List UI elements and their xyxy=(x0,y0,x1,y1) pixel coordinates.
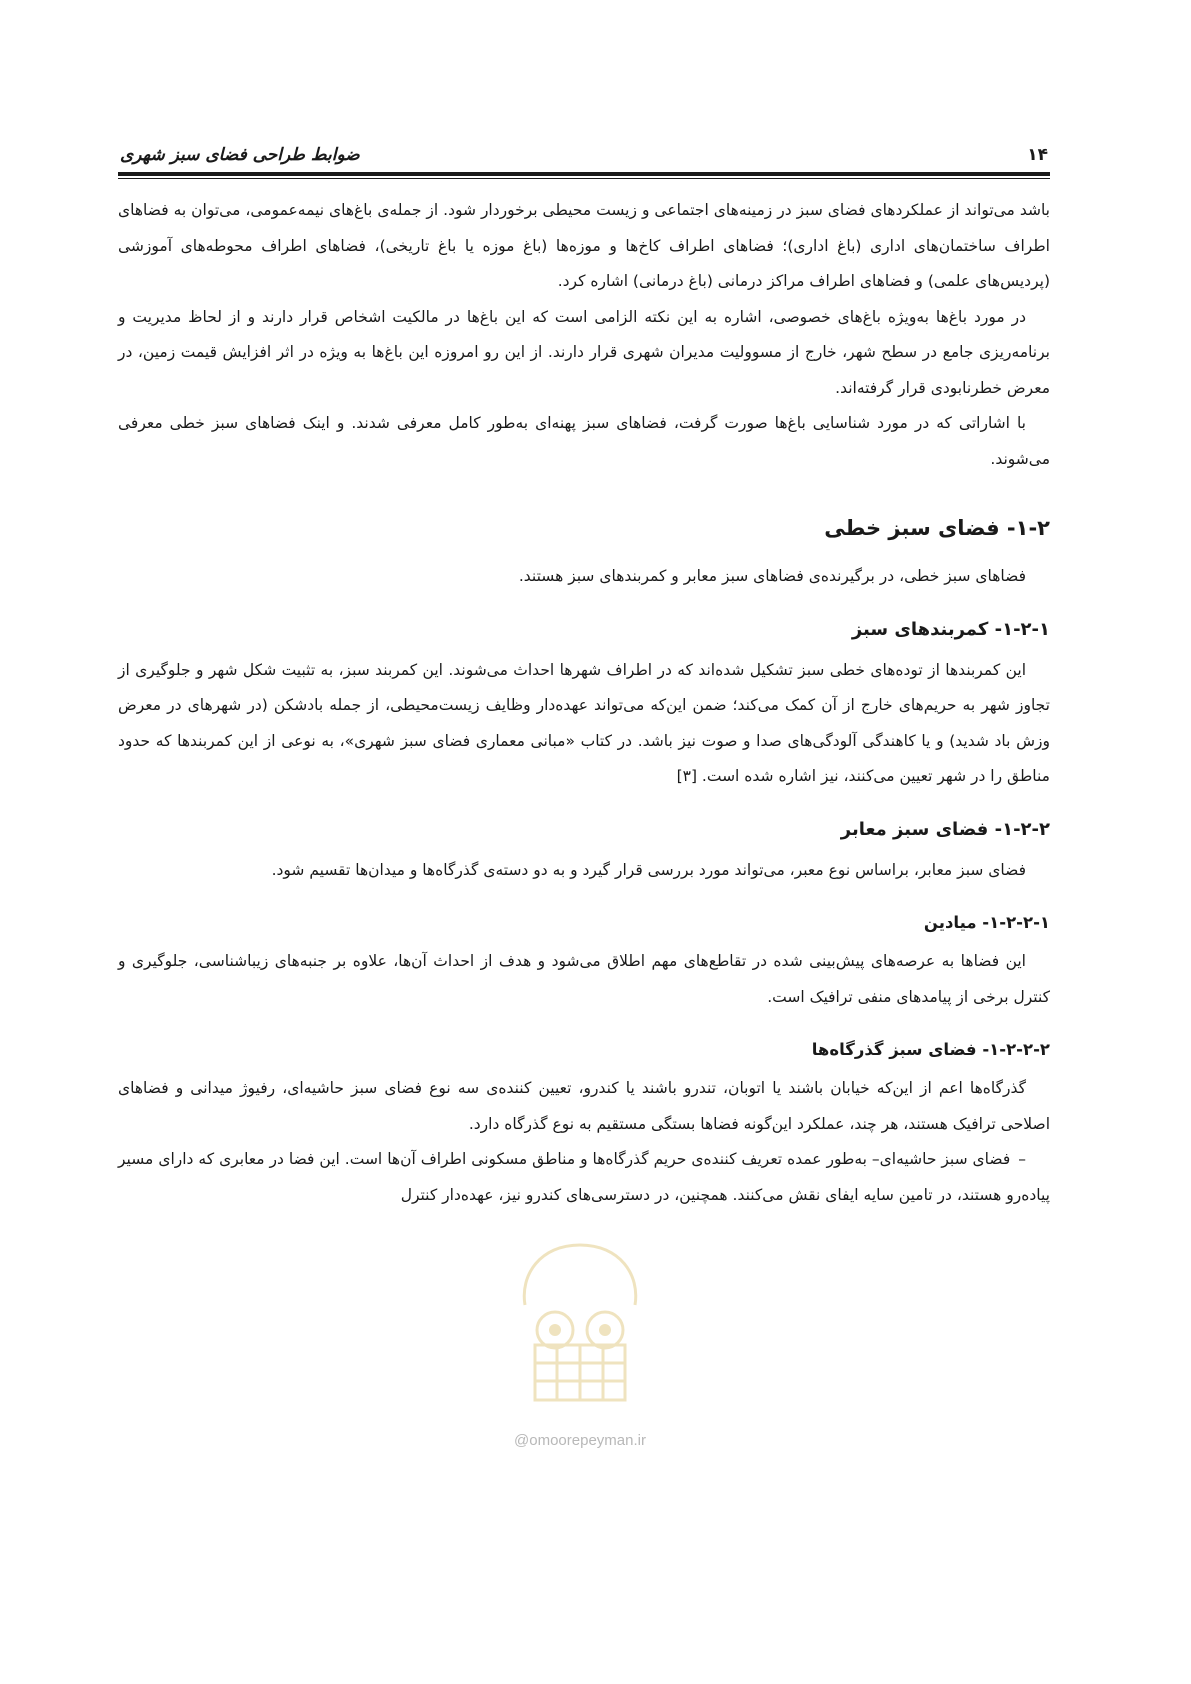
paragraph-4: فضاهای سبز خطی، در برگیرنده‌ی فضاهای سبز معابر و کمربندهای سبز هستند. xyxy=(518,567,1026,585)
running-title: ضوابط طراحی فضای سبز شهری xyxy=(120,145,360,165)
paragraph-8: گذرگاه‌ها اعم از این‌که خیابان باشند یا اتوبان، تندرو باشند یا کندرو، تعیین کننده‌ی سه نوع فضای سبز حاشیه‌ای، رفیوژ میدانی و فضاهای اصلاحی ترافیک هستند، هر چند، عملکرد این‌گونه فضاها بستگی مستقیم به نوع گذرگاه دارد. xyxy=(118,1079,1050,1133)
paragraph-5: این کمربندها از توده‌های خطی سبز تشکیل شده‌اند که در اطراف شهرها احداث می‌شوند. این کمربند سبز، به تثبیت شکل شهر و جلوگیری از تجاوز شهر به حریم‌های خارج از آن کمک می‌کند؛ ضمن این‌که می‌تواند عهده‌دار وظایف زیست‌محیطی، از جمله بادشکن (در شهرهای در معرض وزش باد شدید) و یا کاهندگی آلودگی‌های صدا و صوت نیز باشد. در کتاب «مبانی معماری فضای سبز شهری»، به نوعی از این کمربندها که حدود مناطق را در شهر تعیین می‌کنند، نیز اشاره شده است. [۳] xyxy=(118,660,1050,785)
page-number: ۱۴ xyxy=(1027,145,1048,165)
paragraph-6: فضای سبز معابر، براساس نوع معبر، می‌تواند مورد بررسی قرار گیرد و به دو دسته‌ی گذرگاه‌ها و میدان‌ها تقسیم شود. xyxy=(271,860,1026,879)
header-rule-thin xyxy=(118,178,1050,179)
section-heading-street-green-space: ۱-۲-۲- فضای سبز معابر xyxy=(840,818,1050,840)
paragraph-2: در مورد باغ‌ها به‌ویژه باغ‌های خصوصی، اشاره به این نکته الزامی است که این باغ‌ها در مالکیت اشخاص قرار دارند و از لحاظ مدیریت و برنامه‌ریزی جامع در سطح شهر، خارج از مسوولیت مدیران شهری قرار دارند. از این رو امروزه این باغ‌ها به ویژه در اثر افزایش قیمت زمین، در معرض خطرنابودی قرار گرفته‌اند. xyxy=(118,307,1050,397)
paragraph-3: با اشاراتی که در مورد شناسایی باغ‌ها صورت گرفت، فضاهای سبز پهنه‌ای به‌طور کامل معرفی شدند. و اینک فضاهای سبز خطی معرفی می‌شوند. xyxy=(118,414,1050,468)
bullet-paragraph xyxy=(118,1142,1050,1213)
page-body xyxy=(118,193,1050,1213)
paragraph-1: باشد می‌تواند از عملکردهای فضای سبز در زمینه‌های اجتماعی و زیست محیطی برخوردار شود. از جمله‌ی باغ‌های نیمه‌عمومی، می‌توان به فضاهای اطراف ساختمان‌های اداری (باغ اداری)؛ فضاهای اطراف کاخ‌ها و موزه‌ها (باغ موزه یا باغ تاریخی)، فضاهای اطراف محوطه‌های آموزشی (پردیس‌های علمی) و فضاهای اطراف مراکز درمانی (باغ درمانی) اشاره کرد. xyxy=(118,201,1050,290)
bullet-text: فضای سبز حاشیه‌ای– به‌طور عمده تعریف کننده‌ی حریم گذرگاه‌ها و مناطق مسکونی اطراف آن‌ها است. این فضا در معابری که دارای مسیر پیاده‌رو هستند، در تامین سایه ایفای نقش می‌کنند. همچنین، در دسترسی‌های کندرو نیز، عهده‌دار کنترل xyxy=(118,1150,1050,1204)
section-heading-squares: ۱-۲-۲-۱- میادین xyxy=(923,913,1050,932)
paragraph-7: این فضاها به عرصه‌های پیش‌بینی شده در تقاطع‌های مهم اطلاق می‌شود و هدف از احداث آن‌ها، علاوه بر جنبه‌های زیباشناسی، جلوگیری و کنترل برخی از پیامدهای منفی ترافیک است. xyxy=(118,952,1050,1006)
watermark-text: @omoorepeyman.ir xyxy=(514,1432,646,1449)
page-header xyxy=(118,135,1050,165)
document-page xyxy=(118,135,1050,1213)
section-heading-linear-green-space: ۱-۲- فضای سبز خطی xyxy=(824,516,1050,540)
header-rule-thick xyxy=(118,172,1050,176)
section-heading-passage-green-space: ۱-۲-۲-۲- فضای سبز گذرگاه‌ها xyxy=(811,1040,1050,1059)
section-heading-green-belts: ۱-۲-۱- کمربندهای سبز xyxy=(851,618,1050,640)
watermark-seal-icon xyxy=(505,1235,655,1410)
bullet-dash: – xyxy=(1018,1150,1026,1168)
